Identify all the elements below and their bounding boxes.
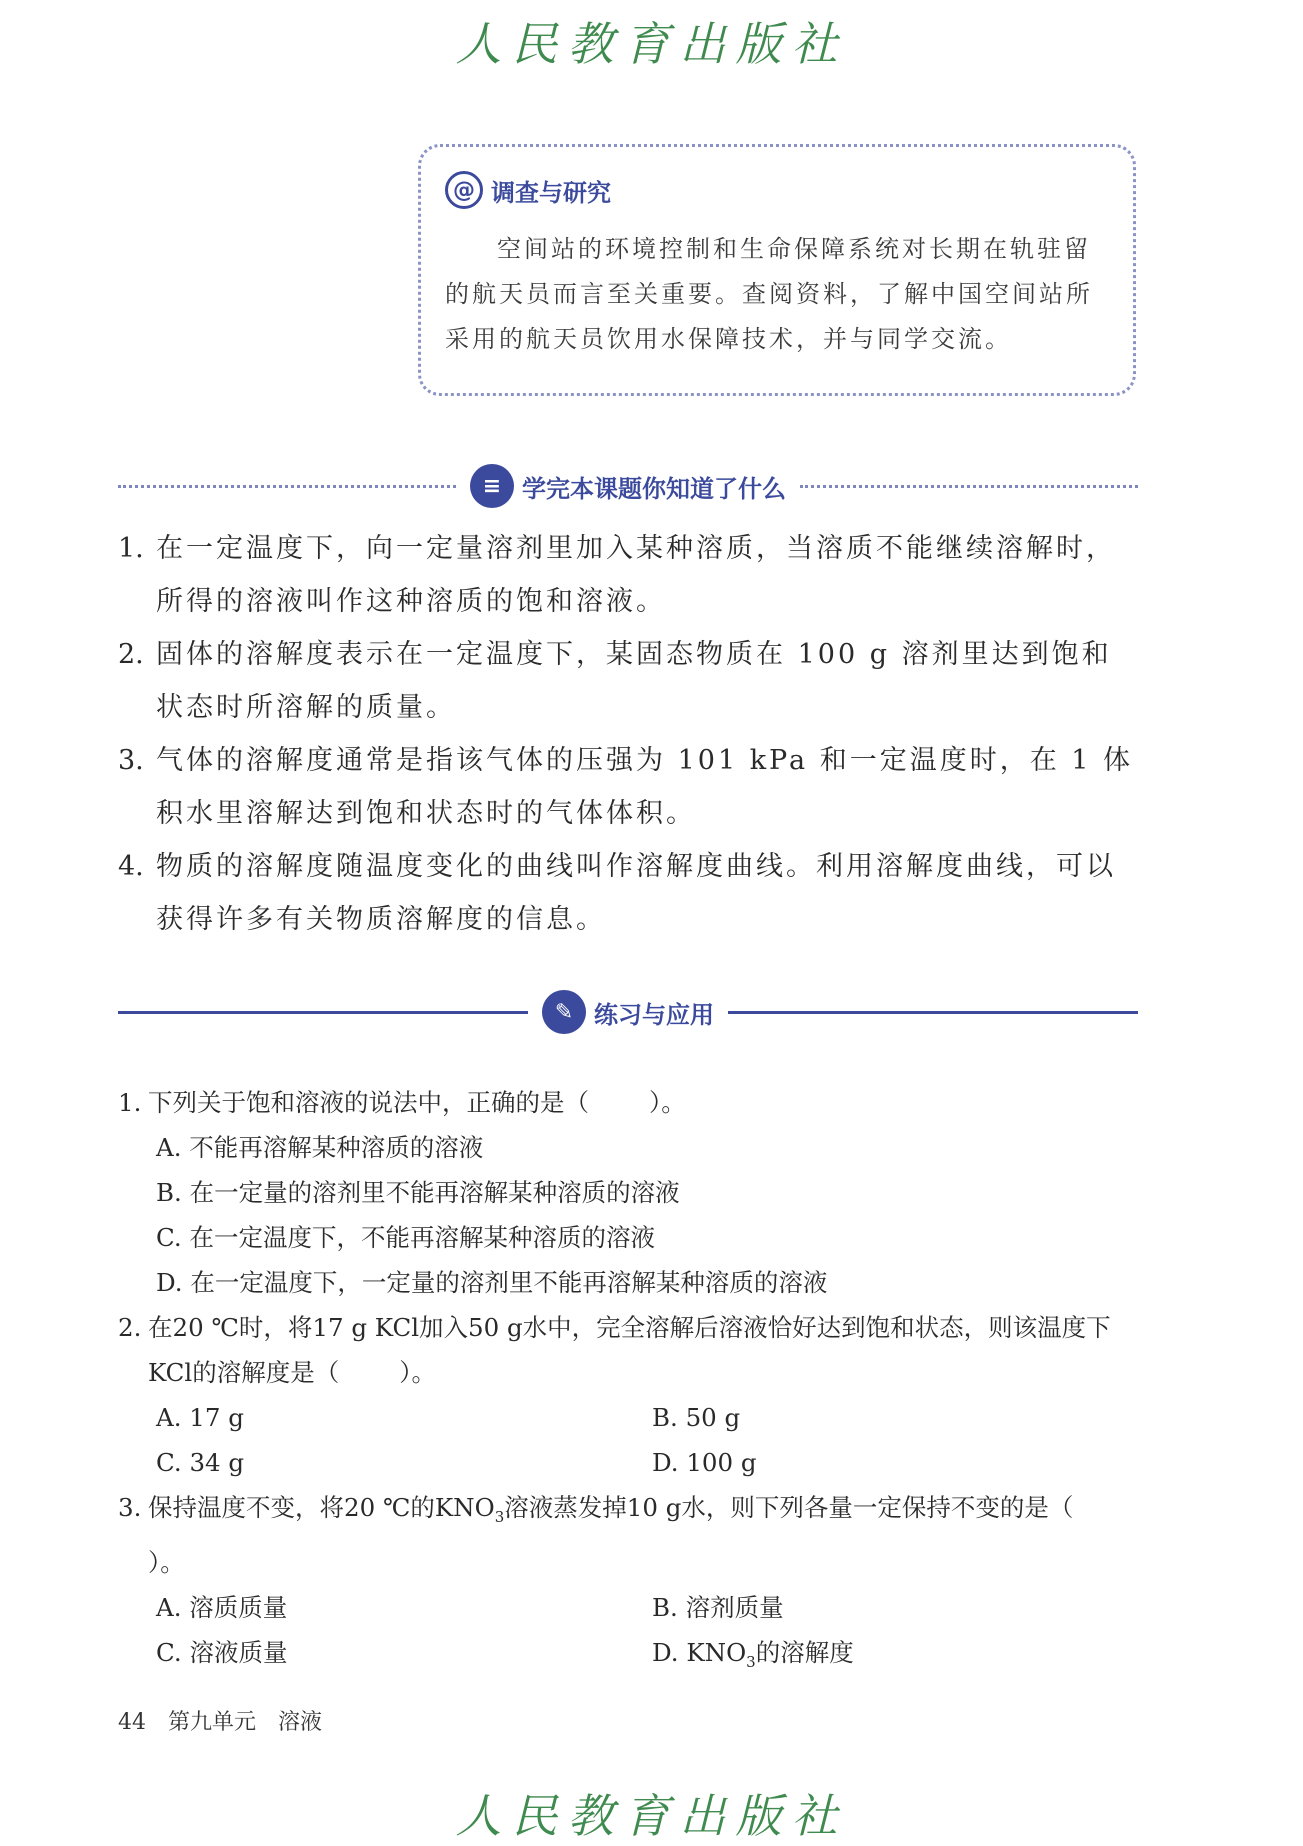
research-header <box>445 171 611 209</box>
question-number: 3. <box>118 1493 142 1522</box>
research-text <box>445 227 1115 362</box>
divider-left <box>118 1011 528 1014</box>
divider-right <box>728 1011 1138 1014</box>
option-row <box>118 1585 1148 1630</box>
question-stem: 在20 ℃时，将17 g KCl加入50 g水中，完全溶解后溶液恰好达到饱和状态，则该温度下KCl的溶解度是（ <box>148 1313 1111 1387</box>
subscript: 3 <box>746 1652 756 1671</box>
publisher-logo-top: 人民教育出版社 <box>455 17 848 71</box>
question-number: 2. <box>118 1313 142 1342</box>
option: D. 在一定温度下，一定量的溶剂里不能再溶解某种溶质的溶液 <box>156 1268 828 1297</box>
option: D. 100 g <box>652 1448 757 1477</box>
option: B. 50 g <box>652 1403 741 1432</box>
item-text: 在一定温度下，向一定量溶剂里加入某种溶质，当溶质不能继续溶解时，所得的溶液叫作这种溶质的饱和溶液。 <box>156 533 1116 617</box>
subscript: 3 <box>494 1507 505 1526</box>
summary-item <box>118 522 1138 628</box>
summary-item <box>118 734 1138 840</box>
option-d-text: D. KNO <box>652 1637 747 1667</box>
option: A. 17 g <box>156 1403 244 1432</box>
summary-item <box>118 840 1138 946</box>
question-stem-end: ）。 <box>399 1358 436 1387</box>
question-3 <box>118 1485 1148 1585</box>
question-stem: 保持温度不变，将20 ℃的KNO <box>148 1493 495 1522</box>
question-2 <box>118 1305 1148 1395</box>
publisher-logo-bottom: 人民教育出版社 <box>455 1789 848 1843</box>
option: A. 不能再溶解某种溶质的溶液 <box>156 1133 484 1162</box>
summary-list <box>118 522 1138 946</box>
exercise-list <box>118 1080 1148 1685</box>
summary-header <box>118 464 1138 508</box>
option-row <box>118 1395 1148 1440</box>
question-stem: 下列关于饱和溶液的说法中，正确的是（ <box>148 1088 589 1117</box>
option-d-text-end: 的溶解度 <box>755 1637 854 1667</box>
item-number: 2. <box>118 639 144 670</box>
divider-right <box>800 485 1138 488</box>
question-stem-end: ）。 <box>148 1547 185 1577</box>
question-stem-cont: 溶液蒸发掉10 g水，则下列各量一定保持不变的是（ <box>504 1493 1074 1522</box>
at-icon: @ <box>445 171 483 209</box>
divider-left <box>118 485 456 488</box>
option: A. 溶质质量 <box>156 1592 288 1622</box>
option-row <box>118 1440 1148 1485</box>
summary-title: 学完本课题你知道了什么 <box>522 474 786 503</box>
option: C. 在一定温度下，不能再溶解某种溶质的溶液 <box>156 1223 655 1252</box>
option: C. 溶液质量 <box>156 1637 288 1667</box>
item-number: 4. <box>118 851 144 882</box>
practice-header <box>118 990 1138 1034</box>
option: C. 34 g <box>156 1448 245 1477</box>
unit-name: 第九单元 <box>168 1710 257 1735</box>
item-number: 3. <box>118 745 144 776</box>
item-text: 物质的溶解度随温度变化的曲线叫作溶解度曲线。利用溶解度曲线，可以获得许多有关物质溶解度的信息。 <box>156 851 1116 935</box>
pencil-check-icon: ✎ <box>542 990 586 1034</box>
question-1 <box>118 1080 1148 1125</box>
practice-title: 练习与应用 <box>594 1000 714 1029</box>
item-text: 气体的溶解度通常是指该气体的压强为 101 kPa 和一定温度时，在 1 体积水里溶解达到饱和状态时的气体体积。 <box>156 745 1134 829</box>
question-number: 1. <box>118 1088 142 1117</box>
page-footer <box>118 1705 344 1736</box>
research-box <box>418 144 1136 396</box>
research-title: 调查与研究 <box>491 178 611 207</box>
option <box>652 1630 1148 1685</box>
research-text-content: 空间站的环境控制和生命保障系统对长期在轨驻留的航天员而言至关重要。查阅资料，了解中国空间站所采用的航天员饮用水保障技术，并与同学交流。 <box>445 235 1093 353</box>
option: B. 在一定量的溶剂里不能再溶解某种溶质的溶液 <box>156 1178 680 1207</box>
option-row <box>118 1630 1148 1685</box>
item-text: 固体的溶解度表示在一定温度下，某固态物质在 100 g 溶剂里达到饱和状态时所溶解的质量。 <box>156 639 1112 723</box>
topic-name: 溶液 <box>278 1710 323 1735</box>
book-icon: ≡ <box>470 464 514 508</box>
item-number: 1. <box>118 533 144 564</box>
question-stem-end: ）。 <box>649 1088 686 1117</box>
option: B. 溶剂质量 <box>652 1592 784 1622</box>
page-number: 44 <box>118 1710 146 1735</box>
summary-item <box>118 628 1138 734</box>
